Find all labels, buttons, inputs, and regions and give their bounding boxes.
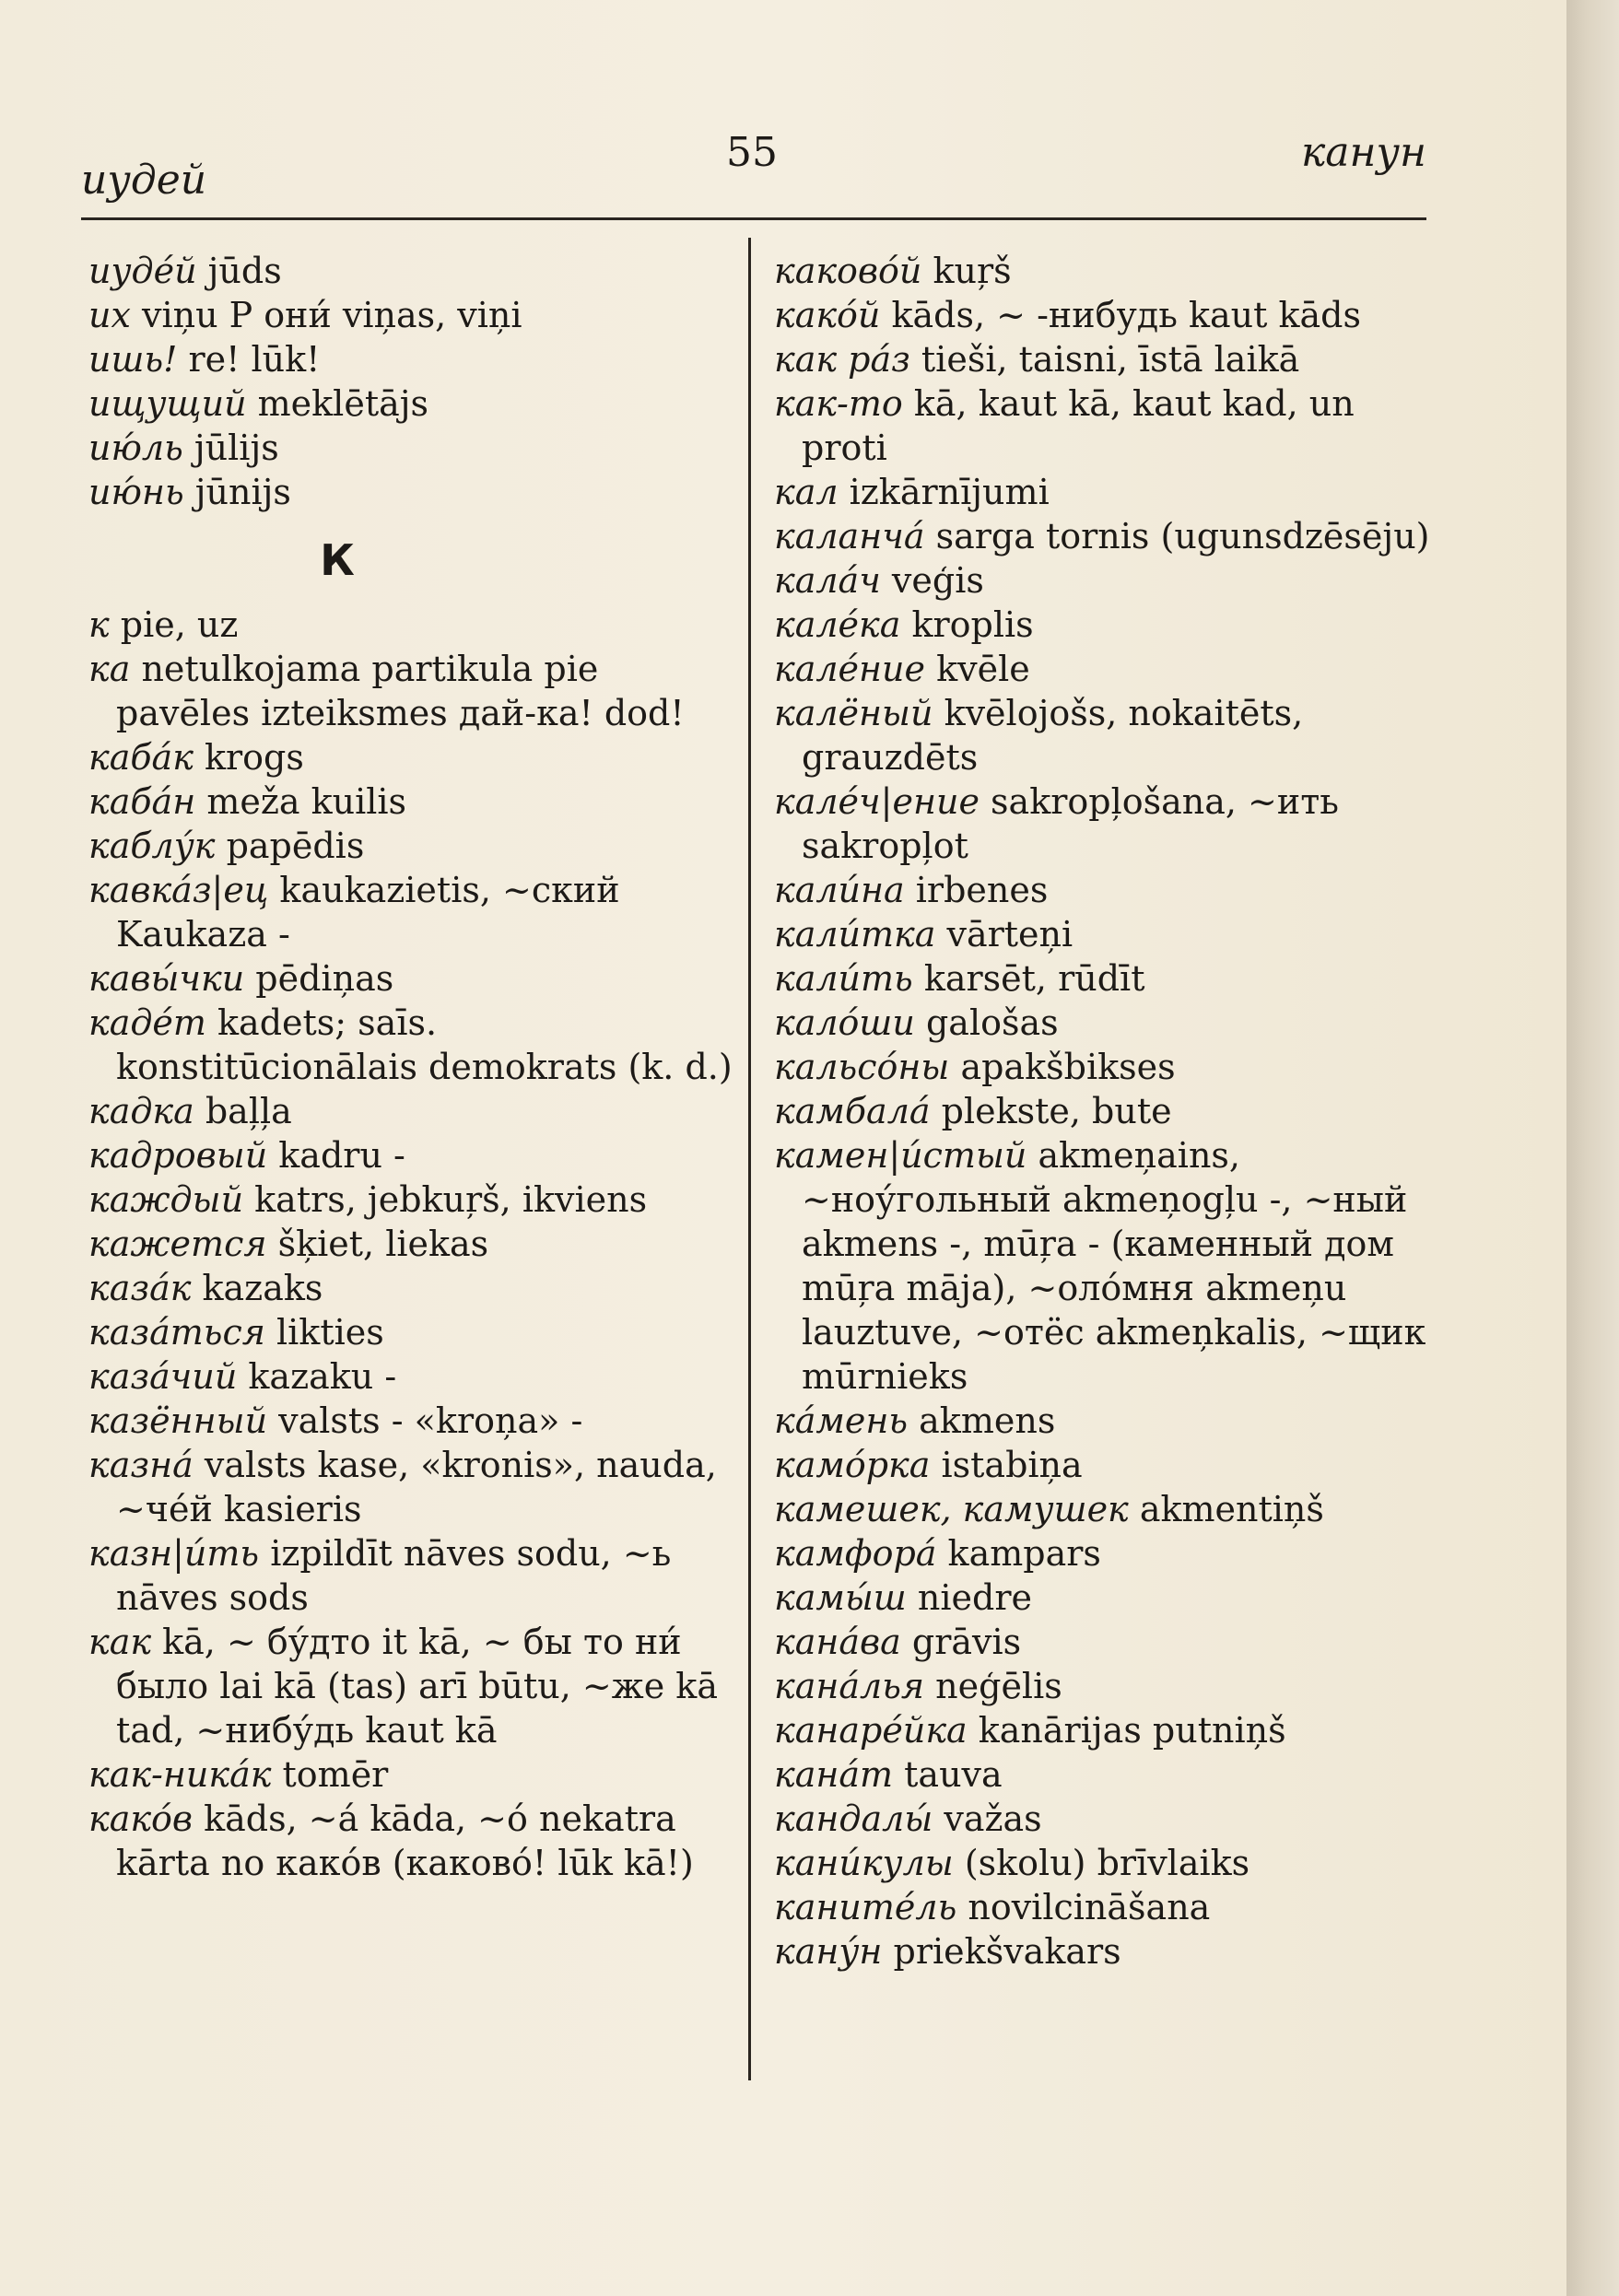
right-column [774,249,1447,1974]
entry-headword: кáмень [774,1400,909,1441]
entry-translation: meža kuilis [195,781,407,822]
entry-headword: кадка [88,1091,194,1131]
entry-translation: akmens [908,1400,1056,1441]
entry-headword: калéка [774,604,901,645]
entry-translation: viņu P они́ viņas, viņi [130,295,522,335]
dictionary-entry [88,603,733,647]
entry-headword: каковóй [774,251,922,291]
entry-headword: казáчий [88,1356,238,1397]
dictionary-entry [88,337,733,381]
entry-translation: tauva [893,1754,1003,1795]
dictionary-entry [774,1443,1447,1487]
entry-headword: калéние [774,649,926,689]
dictionary-entry [774,647,1447,691]
left-entries-bottom [88,603,733,1885]
entry-translation: meklētājs [246,383,429,424]
entry-translation: kroplis [900,604,1034,645]
dictionary-entry [774,779,1447,868]
page-edge [1566,0,1619,2296]
entry-translation: galošas [914,1002,1059,1043]
entry-headword: каждый [88,1179,244,1220]
entry-translation: kā, kaut kā, kaut kad, un proti [802,383,1355,468]
entry-headword: камбалá [774,1091,931,1131]
entry-translation: sarga tornis (ugunsdzēsēju) [924,516,1430,556]
entry-headword: калéч|ение [774,781,980,822]
entry-translation: valsts kase, «kronis», nauda, ~чéй kasieris [116,1445,717,1529]
entry-translation: priekšvakars [882,1931,1121,1972]
entry-translation: kā, ~ бу́дто it kā, ~ бы то ни́ было lai kā (tas) arī būtu, ~же kā tad, ~нибу́дь kaut kā [116,1622,718,1751]
entry-headword: кальсóны [774,1047,950,1087]
dictionary-entry [774,912,1447,956]
dictionary-entry [88,470,733,514]
entry-translation: kazaku - [237,1356,397,1397]
entry-translation: irbenes [904,870,1049,910]
entry-headword: калáч [774,560,881,601]
entry-translation: valsts - «kroņa» - [267,1400,583,1441]
entry-headword: как рáз [774,339,910,380]
dictionary-entry [88,735,733,779]
dictionary-entry [774,1133,1447,1399]
entry-headword: кадéт [88,1002,206,1043]
entry-translation: netulkojama partikula pie pavēles izteiksmes дай-ка! dod! [116,649,685,733]
entry-translation: krogs [193,737,304,778]
page-number: 55 [726,129,778,176]
dictionary-entry [774,691,1447,779]
entry-headword: какóв [88,1798,194,1839]
entry-translation: niedre [906,1577,1032,1618]
entry-translation: plekste, bute [930,1091,1172,1131]
entry-headword: каланчá [774,516,925,556]
dictionary-entry [774,1089,1447,1133]
dictionary-entry [774,249,1447,293]
entry-translation: tieši, taisni, īstā laikā [909,339,1300,380]
entry-translation: katrs, jebkuŗš, ikviens [243,1179,648,1220]
entry-headword: кани́кулы [774,1843,954,1883]
entry-headword: кабáк [88,737,194,778]
entry-headword: ишь! [88,339,178,380]
header-left-guide-word: иудей [81,157,207,204]
entry-translation: istabiņa [930,1445,1083,1485]
dictionary-entry [88,779,733,824]
entry-translation: veģis [880,560,984,601]
dictionary-entry [88,426,733,470]
entry-translation: tomēr [271,1754,389,1795]
entry-translation: akmeņains, ~ноу́гольный akmeņogļu -, ~ный akmens -, mūŗa - (каменный дом mūŗa māja), ~олóмня akmeņu lauztuve, ~отёс akmeņkalis, ~щик mūrnieks [802,1135,1426,1397]
dictionary-entry [88,1531,733,1620]
entry-translation: pie, uz [109,604,239,645]
right-entries [774,249,1447,1974]
entry-headword: ищущий [88,383,247,424]
entry-headword: камóрка [774,1445,931,1485]
dictionary-entry [88,1620,733,1752]
entry-headword: кавкáз|ец [88,870,269,910]
dictionary-entry [774,1929,1447,1974]
entry-translation: kazaks [191,1268,323,1308]
entry-headword: канáт [774,1754,894,1795]
entry-headword: казённый [88,1400,268,1441]
dictionary-entry [88,1752,733,1797]
dictionary-entry [774,1752,1447,1797]
dictionary-entry [88,1399,733,1443]
dictionary-entry [88,1354,733,1399]
entry-headword: ка [88,649,131,689]
entry-headword: казáться [88,1312,265,1353]
dictionary-entry [774,1664,1447,1708]
dictionary-entry [774,470,1447,514]
dictionary-entry [88,1266,733,1310]
entry-translation: likties [264,1312,384,1353]
left-column [88,249,733,1885]
entry-translation: pēdiņas [244,958,394,999]
entry-translation: jūnijs [183,472,291,512]
header-rule [81,217,1426,220]
entry-translation: kanārijas putniņš [967,1710,1286,1751]
entry-translation: grāvis [900,1622,1022,1662]
entry-translation: papēdis [215,826,365,866]
dictionary-entry [774,1045,1447,1089]
dictionary-entry [88,293,733,337]
entry-headword: как-никáк [88,1754,272,1795]
dictionary-entry [774,1531,1447,1576]
dictionary-entry [774,1797,1447,1841]
column-divider [748,238,751,2080]
dictionary-entry [88,1222,733,1266]
entry-headword: кадровый [88,1135,268,1176]
dictionary-entry [88,1310,733,1354]
dictionary-entry [88,249,733,293]
entry-headword: кажется [88,1224,267,1264]
entry-headword: камен|и́стый [774,1135,1027,1176]
dictionary-entry [88,956,733,1001]
entry-headword: как [88,1622,152,1662]
entry-headword: канáва [774,1622,901,1662]
entry-translation: važas [933,1798,1042,1839]
entry-translation: kāds, ~á kāda, ~ó nekatra kārta no какóв (каковó! lūk kā!) [116,1798,694,1883]
dictionary-entry [774,514,1447,558]
left-entries-top [88,249,733,514]
entry-translation: sakropļošana, ~ить sakropļot [802,781,1339,866]
dictionary-entry [774,337,1447,381]
entry-headword: камфорá [774,1533,937,1574]
dictionary-entry [88,1177,733,1222]
dictionary-entry [774,956,1447,1001]
entry-headword: калóши [774,1002,915,1043]
entry-headword: ию́ль [88,428,183,468]
page-header [81,129,1426,230]
entry-translation: akmentiņš [1128,1489,1324,1529]
dictionary-entry [774,1620,1447,1664]
dictionary-entry [774,1487,1447,1531]
entry-headword: их [88,295,131,335]
entry-headword: какóй [774,295,881,335]
entry-headword: казáк [88,1268,192,1308]
entry-translation: kvēlojošs, nokaitēts, grauzdēts [802,693,1304,778]
entry-headword: как-то [774,383,903,424]
dictionary-entry [774,1001,1447,1045]
dictionary-entry [88,1133,733,1177]
entry-headword: каблу́к [88,826,216,866]
entry-translation: vārteņi [935,914,1073,955]
entry-translation: novilcināšana [956,1887,1211,1927]
entry-headword: канитéль [774,1887,957,1927]
dictionary-entry [774,1841,1447,1885]
dictionary-entry [774,558,1447,603]
dictionary-entry [88,1797,733,1885]
entry-headword: казн|и́ть [88,1533,260,1574]
entry-translation: apakšbikses [949,1047,1176,1087]
entry-translation: šķiet, liekas [266,1224,489,1264]
entry-translation: baļļa [194,1091,292,1131]
dictionary-entry [774,381,1447,470]
entry-headword: канáлья [774,1666,925,1706]
dictionary-entry [774,1399,1447,1443]
entry-translation: kadets; saīs. konstitūcionālais demokrats (k. d.) [116,1002,733,1087]
entry-translation: kuŗš [921,251,1012,291]
entry-headword: кавы́чки [88,958,245,999]
dictionary-entry [88,868,733,956]
entry-headword: канарéйка [774,1710,968,1751]
dictionary-entry [774,868,1447,912]
entry-translation: izpildīt nāves sodu, ~ь nāves sods [116,1533,672,1618]
entry-headword: камешек, камушек [774,1489,1129,1529]
entry-translation: kāds, ~ -нибудь kaut kāds [880,295,1361,335]
entry-headword: кандалы́ [774,1798,933,1839]
entry-translation: re! lūk! [177,339,321,380]
entry-translation: neģēlis [924,1666,1062,1706]
dictionary-entry [774,603,1447,647]
entry-translation: izkārnījumi [838,472,1050,512]
dictionary-entry [88,824,733,868]
entry-translation: jūds [196,251,282,291]
dictionary-entry [88,647,733,735]
dictionary-entry [88,1443,733,1531]
entry-headword: кали́тка [774,914,936,955]
dictionary-entry [88,1089,733,1133]
entry-translation: jūlijs [182,428,279,468]
section-letter: К [320,535,355,585]
dictionary-entry [88,381,733,426]
dictionary-entry [774,1885,1447,1929]
entry-headword: ию́нь [88,472,184,512]
entry-headword: калёный [774,693,933,733]
entry-headword: кабáн [88,781,196,822]
entry-headword: к [88,604,110,645]
entry-translation: kvēle [925,649,1030,689]
dictionary-entry [774,1576,1447,1620]
entry-translation: kampars [936,1533,1101,1574]
entry-translation: kaukazietis, ~ский Kaukaza - [116,870,620,955]
header-right-guide-word: канун [1301,129,1426,176]
entry-headword: кану́н [774,1931,883,1972]
entry-headword: иудéй [88,251,197,291]
entry-headword: кали́ть [774,958,913,999]
entry-headword: кали́на [774,870,905,910]
dictionary-entry [774,1708,1447,1752]
entry-translation: karsēt, rūdīt [912,958,1145,999]
entry-translation: (skolu) brīvlaiks [953,1843,1250,1883]
dictionary-entry [774,293,1447,337]
entry-translation: kadru - [267,1135,405,1176]
dictionary-entry [88,1001,733,1089]
entry-headword: камы́ш [774,1577,907,1618]
entry-headword: казнá [88,1445,194,1485]
entry-headword: кал [774,472,839,512]
